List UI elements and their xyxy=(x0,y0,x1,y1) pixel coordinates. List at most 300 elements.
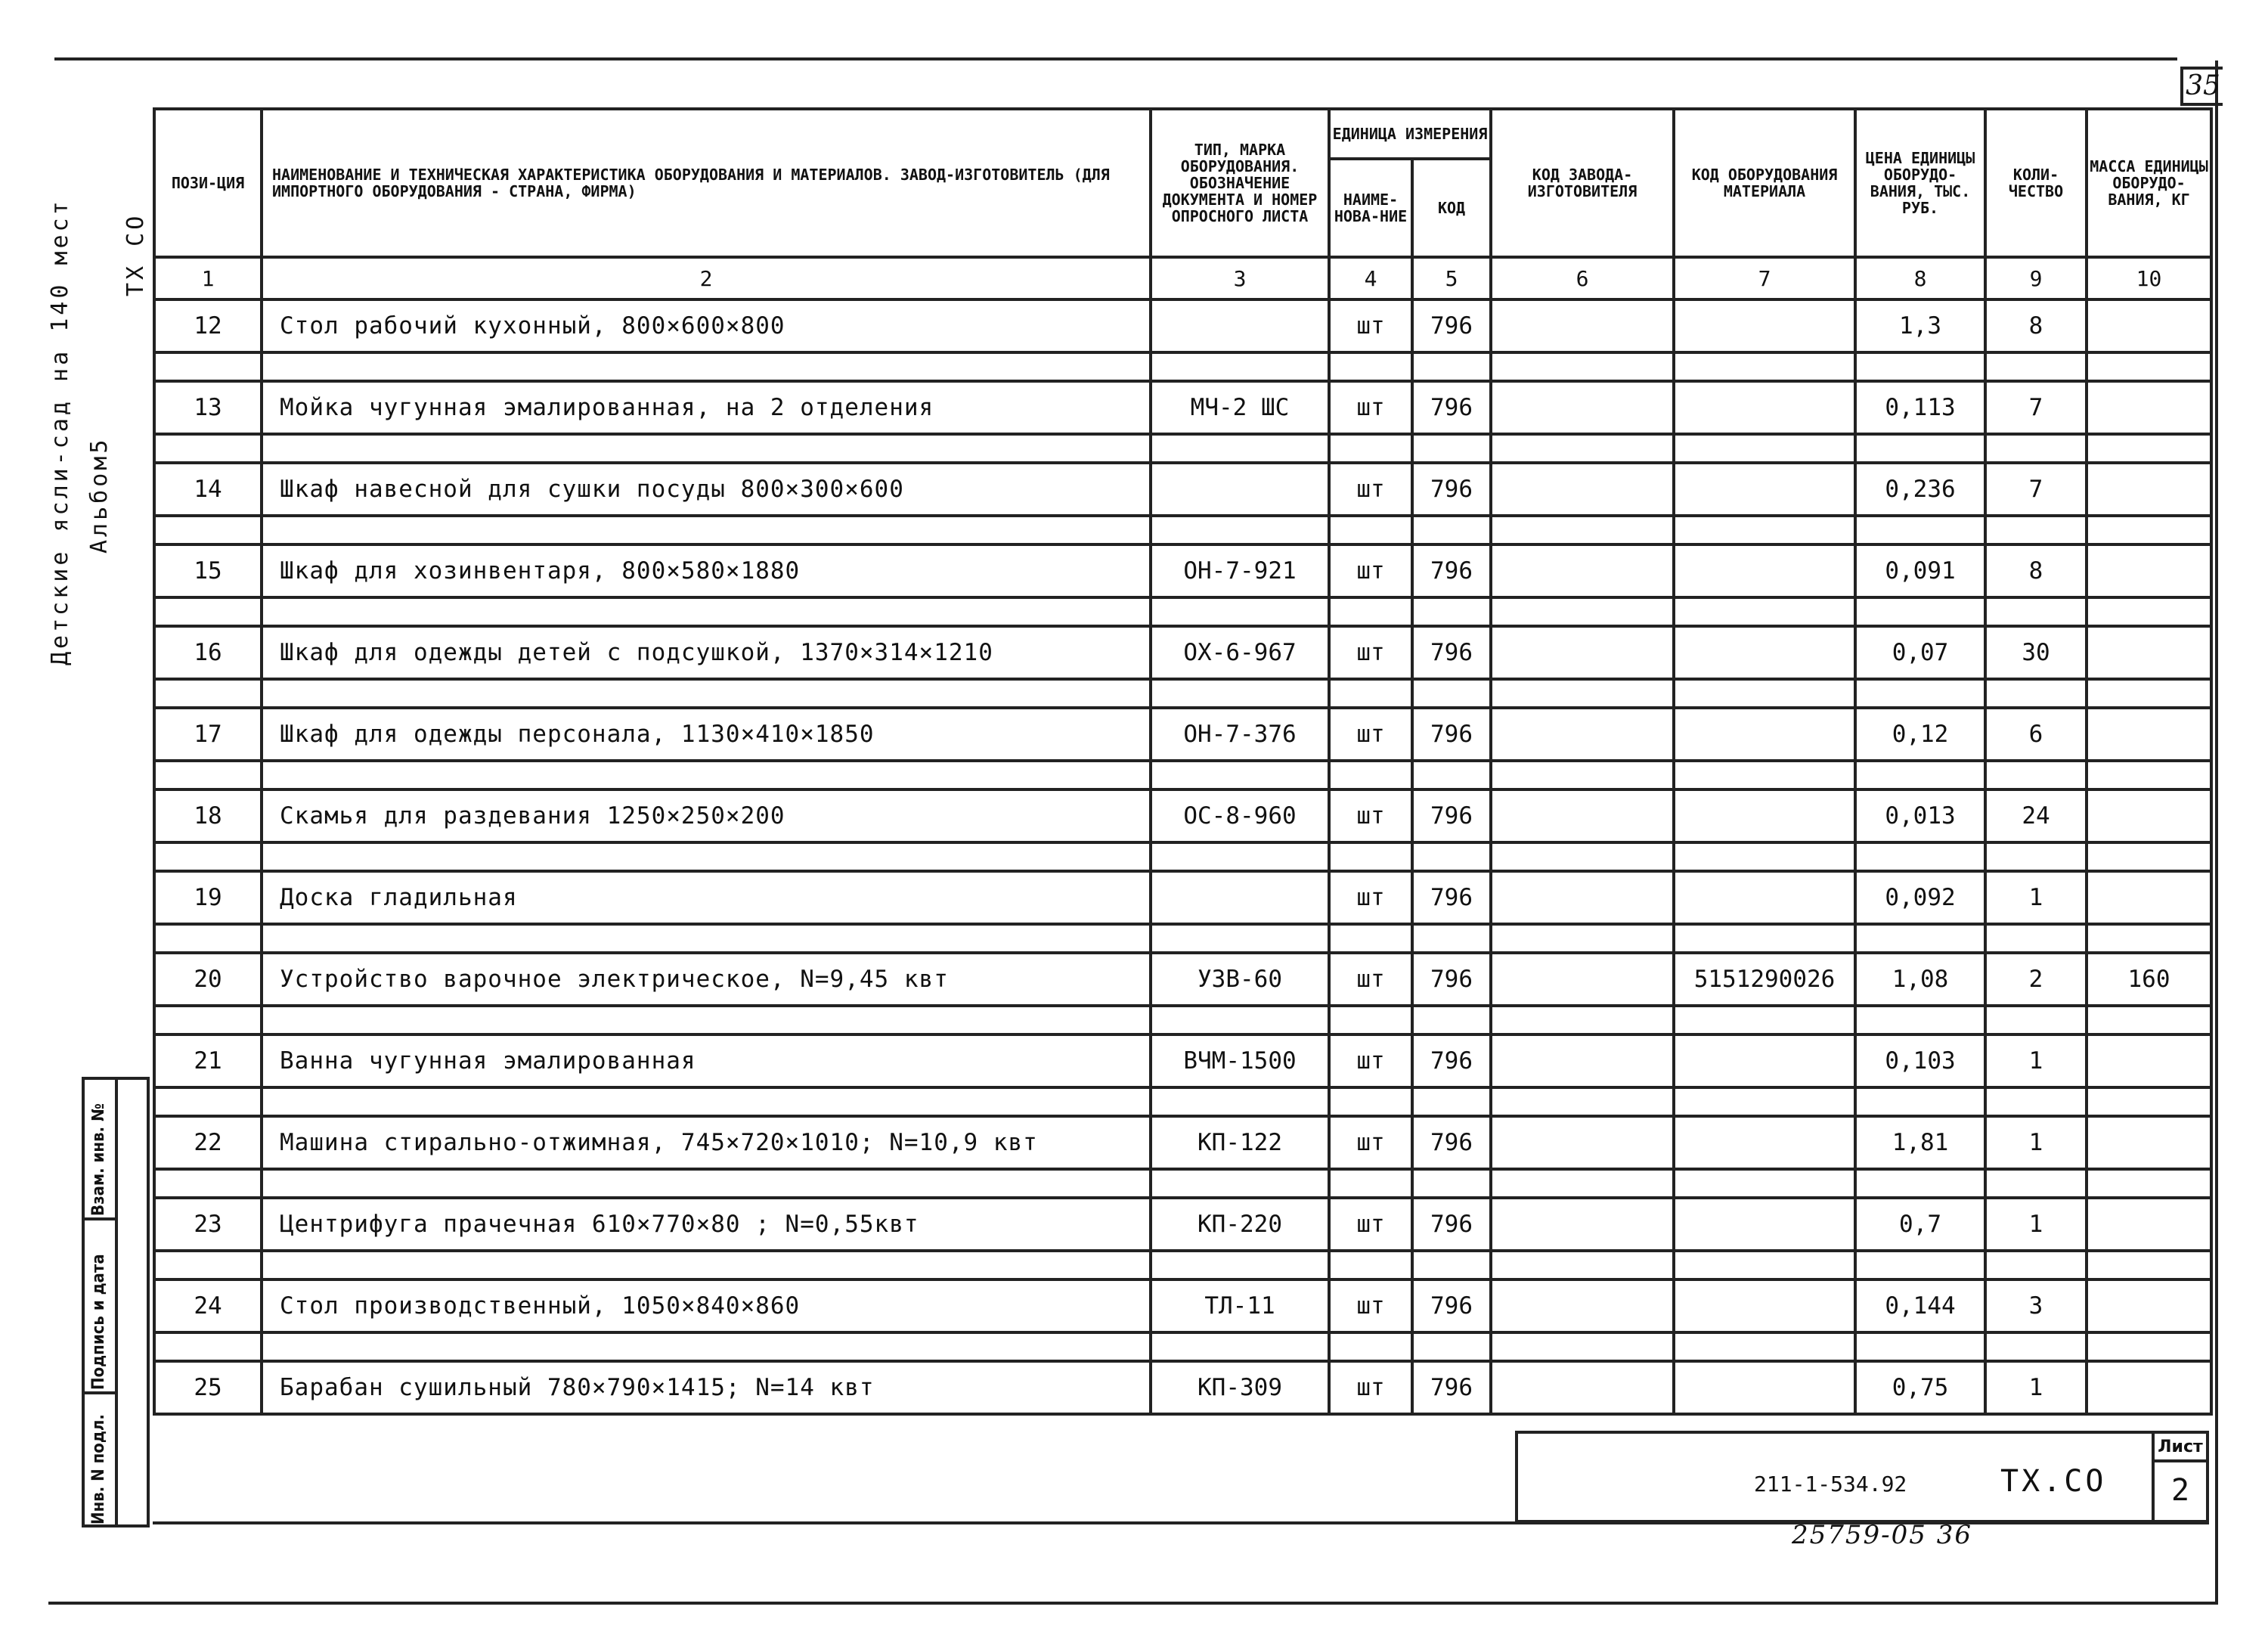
cell-position: 14 xyxy=(154,463,262,516)
spacer-cell xyxy=(1491,1169,1674,1198)
cell-price: 0,013 xyxy=(1855,789,1985,842)
spacer-cell xyxy=(1412,434,1491,463)
spacer-cell xyxy=(1151,842,1329,871)
spacer-cell xyxy=(154,597,262,626)
spacer-cell xyxy=(262,1332,1151,1361)
spacer-cell xyxy=(1985,1006,2087,1034)
cell-plant-code xyxy=(1491,626,1674,679)
cell-type: ВЧМ-1500 xyxy=(1151,1034,1329,1087)
top-border-line xyxy=(54,57,2177,60)
right-border-line xyxy=(2215,60,2218,1603)
spacer-cell xyxy=(1674,924,1855,953)
header-mass: МАССА ЕДИНИЦЫ ОБОРУДО-ВАНИЯ, КГ xyxy=(2087,109,2211,257)
spacer-cell xyxy=(262,761,1151,789)
spacer-cell xyxy=(1491,924,1674,953)
cell-equipment-code xyxy=(1674,1361,1855,1414)
spacer-cell xyxy=(154,352,262,381)
cell-type: УЗВ-60 xyxy=(1151,953,1329,1006)
side-title xyxy=(47,191,160,667)
spacer-cell xyxy=(1855,516,1985,544)
cell-quantity: 7 xyxy=(1985,463,2087,516)
cell-name: Шкаф для одежды персонала, 1130×410×1850 xyxy=(262,708,1151,761)
header-unit-code: КОД xyxy=(1412,159,1491,257)
column-number: 5 xyxy=(1412,257,1491,299)
cell-price: 1,81 xyxy=(1855,1116,1985,1169)
cell-plant-code xyxy=(1491,871,1674,924)
cell-position: 23 xyxy=(154,1198,262,1251)
spacer-cell xyxy=(1412,842,1491,871)
spacer-cell xyxy=(1491,434,1674,463)
cell-position: 25 xyxy=(154,1361,262,1414)
spacer-cell xyxy=(154,761,262,789)
cell-mass xyxy=(2087,1034,2211,1087)
cell-plant-code xyxy=(1491,463,1674,516)
cell-equipment-code xyxy=(1674,1116,1855,1169)
cell-plant-code xyxy=(1491,953,1674,1006)
spacer-cell xyxy=(2087,1332,2211,1361)
cell-unit: шт xyxy=(1329,708,1412,761)
spacer-row xyxy=(154,1169,2211,1198)
spacer-cell xyxy=(1855,434,1985,463)
table-row xyxy=(154,708,2211,761)
spacer-cell xyxy=(1855,1087,1985,1116)
column-number: 2 xyxy=(262,257,1151,299)
bottom-border-line xyxy=(48,1602,2218,1605)
spacer-cell xyxy=(1151,1251,1329,1279)
spacer-cell xyxy=(1412,597,1491,626)
cell-unit: шт xyxy=(1329,381,1412,434)
spacer-cell xyxy=(2087,1087,2211,1116)
column-number-row xyxy=(154,257,2211,299)
table-row xyxy=(154,789,2211,842)
header-name: НАИМЕНОВАНИЕ И ТЕХНИЧЕСКАЯ ХАРАКТЕРИСТИКА ОБОРУДОВАНИЯ И МАТЕРИАЛОВ. ЗАВОД-ИЗГОТОВИТЕЛЬ (ДЛЯ ИМПОРТНОГО ОБОРУДОВАНИЯ - СТРАНА, ФИРМА) xyxy=(262,109,1151,257)
spacer-cell xyxy=(1985,352,2087,381)
spacer-cell xyxy=(154,842,262,871)
spacer-cell xyxy=(1985,1087,2087,1116)
spacer-row xyxy=(154,352,2211,381)
spacer-cell xyxy=(1674,1087,1855,1116)
cell-unit-code: 796 xyxy=(1412,1361,1491,1414)
spacer-cell xyxy=(262,1251,1151,1279)
spacer-cell xyxy=(2087,434,2211,463)
cell-type: КП-122 xyxy=(1151,1116,1329,1169)
cell-unit-code: 796 xyxy=(1412,1034,1491,1087)
spacer-cell xyxy=(1855,1332,1985,1361)
column-number: 7 xyxy=(1674,257,1855,299)
spacer-cell xyxy=(1329,761,1412,789)
cell-equipment-code xyxy=(1674,544,1855,597)
stamp-label-inventory: Инв. N подл. xyxy=(89,1414,108,1524)
cell-position: 20 xyxy=(154,953,262,1006)
spacer-cell xyxy=(2087,842,2211,871)
cell-unit: шт xyxy=(1329,1034,1412,1087)
table-row xyxy=(154,953,2211,1006)
cell-unit-code: 796 xyxy=(1412,1279,1491,1332)
cell-unit-code: 796 xyxy=(1412,626,1491,679)
spacer-cell xyxy=(1855,1251,1985,1279)
cell-quantity: 1 xyxy=(1985,1361,2087,1414)
header-position: ПОЗИ-ЦИЯ xyxy=(154,109,262,257)
spacer-cell xyxy=(1855,352,1985,381)
spacer-cell xyxy=(1985,679,2087,708)
cell-plant-code xyxy=(1491,1361,1674,1414)
cell-unit: шт xyxy=(1329,463,1412,516)
spacer-cell xyxy=(1412,1332,1491,1361)
spacer-cell xyxy=(1855,679,1985,708)
cell-unit-code: 796 xyxy=(1412,299,1491,352)
spacer-cell xyxy=(1412,1087,1491,1116)
spacer-row xyxy=(154,924,2211,953)
spacer-cell xyxy=(262,516,1151,544)
cell-quantity: 2 xyxy=(1985,953,2087,1006)
cell-equipment-code xyxy=(1674,708,1855,761)
spacer-cell xyxy=(1674,434,1855,463)
cell-quantity: 24 xyxy=(1985,789,2087,842)
stamp-label-replace: Взам. инв. № xyxy=(89,1103,108,1216)
spacer-cell xyxy=(2087,924,2211,953)
spacer-cell xyxy=(1329,1087,1412,1116)
sheet-number: 35 xyxy=(2180,67,2223,106)
spacer-cell xyxy=(1855,597,1985,626)
spacer-cell xyxy=(262,434,1151,463)
spacer-cell xyxy=(1412,1251,1491,1279)
cell-equipment-code xyxy=(1674,626,1855,679)
cell-position: 15 xyxy=(154,544,262,597)
spacer-cell xyxy=(1151,597,1329,626)
cell-price: 0,103 xyxy=(1855,1034,1985,1087)
spacer-row xyxy=(154,679,2211,708)
cell-plant-code xyxy=(1491,1034,1674,1087)
cell-type: ОН-7-921 xyxy=(1151,544,1329,597)
table-row xyxy=(154,381,2211,434)
cell-equipment-code xyxy=(1674,381,1855,434)
spacer-cell xyxy=(1412,352,1491,381)
spacer-cell xyxy=(1329,1006,1412,1034)
header-quantity: КОЛИ-ЧЕСТВО xyxy=(1985,109,2087,257)
table-row xyxy=(154,1198,2211,1251)
cell-mass xyxy=(2087,463,2211,516)
side-title-line3: ТХ СО xyxy=(122,212,149,296)
spacer-cell xyxy=(1855,1006,1985,1034)
spacer-cell xyxy=(1674,1251,1855,1279)
cell-quantity: 3 xyxy=(1985,1279,2087,1332)
spacer-cell xyxy=(1329,516,1412,544)
spacer-cell xyxy=(1491,516,1674,544)
cell-price: 0,7 xyxy=(1855,1198,1985,1251)
cell-quantity: 8 xyxy=(1985,544,2087,597)
spacer-cell xyxy=(1855,761,1985,789)
cell-name: Шкаф для одежды детей с подсушкой, 1370×314×1210 xyxy=(262,626,1151,679)
cell-position: 22 xyxy=(154,1116,262,1169)
cell-type xyxy=(1151,871,1329,924)
cell-price: 0,144 xyxy=(1855,1279,1985,1332)
spacer-cell xyxy=(1151,1169,1329,1198)
spacer-cell xyxy=(1329,434,1412,463)
spacer-cell xyxy=(1674,597,1855,626)
spacer-cell xyxy=(1151,352,1329,381)
header-plant-code: КОД ЗАВОДА-ИЗГОТОВИТЕЛЯ xyxy=(1491,109,1674,257)
cell-unit-code: 796 xyxy=(1412,463,1491,516)
spacer-cell xyxy=(262,924,1151,953)
cell-position: 21 xyxy=(154,1034,262,1087)
cell-name: Шкаф навесной для сушки посуды 800×300×600 xyxy=(262,463,1151,516)
cell-quantity: 7 xyxy=(1985,381,2087,434)
column-number: 1 xyxy=(154,257,262,299)
spacer-cell xyxy=(1329,352,1412,381)
cell-plant-code xyxy=(1491,789,1674,842)
spacer-cell xyxy=(1985,1251,2087,1279)
side-title-line2: Альбом5 xyxy=(86,436,113,554)
cell-unit-code: 796 xyxy=(1412,1198,1491,1251)
spacer-cell xyxy=(1151,924,1329,953)
spacer-cell xyxy=(262,679,1151,708)
spacer-cell xyxy=(1151,1006,1329,1034)
cell-mass xyxy=(2087,381,2211,434)
spacer-cell xyxy=(262,1087,1151,1116)
table-row xyxy=(154,871,2211,924)
spacer-cell xyxy=(1151,761,1329,789)
cell-name: Мойка чугунная эмалированная, на 2 отделения xyxy=(262,381,1151,434)
spacer-cell xyxy=(2087,516,2211,544)
spacer-cell xyxy=(1674,1006,1855,1034)
cell-unit: шт xyxy=(1329,1198,1412,1251)
spacer-row xyxy=(154,761,2211,789)
cell-price: 1,3 xyxy=(1855,299,1985,352)
cell-unit: шт xyxy=(1329,544,1412,597)
cell-quantity: 1 xyxy=(1985,1034,2087,1087)
cell-type: ОН-7-376 xyxy=(1151,708,1329,761)
cell-unit: шт xyxy=(1329,299,1412,352)
spacer-cell xyxy=(1329,679,1412,708)
cell-type: КП-309 xyxy=(1151,1361,1329,1414)
cell-unit: шт xyxy=(1329,789,1412,842)
cell-mass xyxy=(2087,708,2211,761)
cell-position: 13 xyxy=(154,381,262,434)
spacer-row xyxy=(154,434,2211,463)
cell-position: 18 xyxy=(154,789,262,842)
cell-plant-code xyxy=(1491,544,1674,597)
cell-equipment-code xyxy=(1674,1034,1855,1087)
cell-plant-code xyxy=(1491,708,1674,761)
spacer-cell xyxy=(154,516,262,544)
spacer-cell xyxy=(1329,924,1412,953)
spacer-cell xyxy=(1985,761,2087,789)
cell-type: ОС-8-960 xyxy=(1151,789,1329,842)
cell-type xyxy=(1151,463,1329,516)
spacer-cell xyxy=(1412,1169,1491,1198)
spacer-row xyxy=(154,1006,2211,1034)
cell-type: ОХ-6-967 xyxy=(1151,626,1329,679)
cell-name: Доска гладильная xyxy=(262,871,1151,924)
spacer-cell xyxy=(2087,761,2211,789)
spacer-cell xyxy=(1412,1006,1491,1034)
cell-price: 0,07 xyxy=(1855,626,1985,679)
cell-price: 0,236 xyxy=(1855,463,1985,516)
cell-plant-code xyxy=(1491,1198,1674,1251)
spacer-row xyxy=(154,1087,2211,1116)
cell-unit-code: 796 xyxy=(1412,871,1491,924)
spacer-cell xyxy=(1985,1332,2087,1361)
spacer-cell xyxy=(1151,516,1329,544)
cell-quantity: 8 xyxy=(1985,299,2087,352)
cell-quantity: 1 xyxy=(1985,871,2087,924)
table-row xyxy=(154,544,2211,597)
cell-price: 0,113 xyxy=(1855,381,1985,434)
spacer-cell xyxy=(154,1006,262,1034)
spacer-cell xyxy=(1985,597,2087,626)
spacer-cell xyxy=(1674,1169,1855,1198)
sheet-value: 2 xyxy=(2170,1473,2190,1508)
cell-unit: шт xyxy=(1329,1116,1412,1169)
cell-price: 0,75 xyxy=(1855,1361,1985,1414)
cell-unit-code: 796 xyxy=(1412,789,1491,842)
spacer-cell xyxy=(1491,1251,1674,1279)
column-number: 6 xyxy=(1491,257,1674,299)
spacer-cell xyxy=(154,1169,262,1198)
cell-position: 24 xyxy=(154,1279,262,1332)
spacer-cell xyxy=(1412,516,1491,544)
spacer-cell xyxy=(1985,924,2087,953)
spacer-cell xyxy=(154,434,262,463)
spacer-cell xyxy=(1674,516,1855,544)
cell-equipment-code xyxy=(1674,1198,1855,1251)
spacer-row xyxy=(154,1251,2211,1279)
spacer-row xyxy=(154,842,2211,871)
spacer-cell xyxy=(1491,1332,1674,1361)
spacer-cell xyxy=(1412,924,1491,953)
header-row xyxy=(154,109,2211,159)
archive-reference: 25759-05 36 xyxy=(1792,1520,1972,1550)
cell-plant-code xyxy=(1491,299,1674,352)
spacer-cell xyxy=(2087,1251,2211,1279)
cell-name: Стол рабочий кухонный, 800×600×800 xyxy=(262,299,1151,352)
table-row xyxy=(154,1116,2211,1169)
cell-equipment-code xyxy=(1674,871,1855,924)
spacer-cell xyxy=(1491,1006,1674,1034)
spacer-cell xyxy=(1151,1087,1329,1116)
cell-equipment-code: 5151290026 xyxy=(1674,953,1855,1006)
cell-mass xyxy=(2087,1116,2211,1169)
spacer-cell xyxy=(1855,924,1985,953)
spacer-cell xyxy=(1491,761,1674,789)
table-body xyxy=(154,299,2211,1414)
cell-quantity: 1 xyxy=(1985,1116,2087,1169)
header-type: ТИП, МАРКА ОБОРУДОВАНИЯ. ОБОЗНАЧЕНИЕ ДОКУМЕНТА И НОМЕР ОПРОСНОГО ЛИСТА xyxy=(1151,109,1329,257)
cell-type xyxy=(1151,299,1329,352)
table-row xyxy=(154,1034,2211,1087)
spacer-cell xyxy=(1491,352,1674,381)
spacer-cell xyxy=(2087,1006,2211,1034)
cell-equipment-code xyxy=(1674,1279,1855,1332)
spacer-cell xyxy=(1491,679,1674,708)
cell-unit: шт xyxy=(1329,871,1412,924)
spacer-cell xyxy=(1329,597,1412,626)
spacer-cell xyxy=(1985,1169,2087,1198)
spacer-cell xyxy=(1674,1332,1855,1361)
cell-unit-code: 796 xyxy=(1412,381,1491,434)
cell-price: 0,091 xyxy=(1855,544,1985,597)
cell-type: МЧ-2 ШС xyxy=(1151,381,1329,434)
spacer-cell xyxy=(1151,1332,1329,1361)
spacer-cell xyxy=(1329,1169,1412,1198)
spacer-cell xyxy=(1855,842,1985,871)
header-unit-group: ЕДИНИЦА ИЗМЕРЕНИЯ xyxy=(1329,109,1491,159)
cell-mass xyxy=(2087,1198,2211,1251)
cell-equipment-code xyxy=(1674,789,1855,842)
spacer-row xyxy=(154,1332,2211,1361)
column-number: 3 xyxy=(1151,257,1329,299)
cell-unit: шт xyxy=(1329,1361,1412,1414)
cell-equipment-code xyxy=(1674,463,1855,516)
table-row xyxy=(154,626,2211,679)
column-number: 8 xyxy=(1855,257,1985,299)
approval-stamp xyxy=(82,1077,150,1527)
header-equipment-code: КОД ОБОРУДОВАНИЯ МАТЕРИАЛА xyxy=(1674,109,1855,257)
header-unit-name: НАИМЕ-НОВА-НИЕ xyxy=(1329,159,1412,257)
column-number: 4 xyxy=(1329,257,1412,299)
sheet-label: Лист xyxy=(2155,1434,2206,1462)
cell-type: ТЛ-11 xyxy=(1151,1279,1329,1332)
document-code: 211-1-534.92 xyxy=(1754,1472,1907,1496)
spacer-cell xyxy=(1329,1251,1412,1279)
spacer-cell xyxy=(154,1332,262,1361)
cell-mass xyxy=(2087,626,2211,679)
spacer-row xyxy=(154,597,2211,626)
spacer-cell xyxy=(2087,352,2211,381)
spacer-cell xyxy=(262,597,1151,626)
cell-quantity: 6 xyxy=(1985,708,2087,761)
column-number: 10 xyxy=(2087,257,2211,299)
cell-price: 0,12 xyxy=(1855,708,1985,761)
cell-price: 0,092 xyxy=(1855,871,1985,924)
cell-plant-code xyxy=(1491,1116,1674,1169)
spacer-cell xyxy=(1985,842,2087,871)
document-mark: ТХ.СО xyxy=(2000,1464,2107,1499)
cell-mass xyxy=(2087,789,2211,842)
cell-position: 19 xyxy=(154,871,262,924)
spacer-cell xyxy=(154,1251,262,1279)
table-row xyxy=(154,1279,2211,1332)
sheet-cell xyxy=(2152,1434,2206,1523)
cell-mass xyxy=(2087,299,2211,352)
cell-price: 1,08 xyxy=(1855,953,1985,1006)
spacer-cell xyxy=(1151,434,1329,463)
cell-position: 17 xyxy=(154,708,262,761)
spacer-cell xyxy=(1674,352,1855,381)
header-price: ЦЕНА ЕДИНИЦЫ ОБОРУДО-ВАНИЯ, ТЫС. РУБ. xyxy=(1855,109,1985,257)
cell-name: Стол производственный, 1050×840×860 xyxy=(262,1279,1151,1332)
title-block xyxy=(1515,1431,2209,1523)
cell-equipment-code xyxy=(1674,299,1855,352)
spacer-cell xyxy=(1412,761,1491,789)
cell-plant-code xyxy=(1491,381,1674,434)
cell-position: 12 xyxy=(154,299,262,352)
spacer-cell xyxy=(1855,1169,1985,1198)
cell-plant-code xyxy=(1491,1279,1674,1332)
specification-table xyxy=(153,107,2213,1416)
spacer-cell xyxy=(1985,516,2087,544)
cell-position: 16 xyxy=(154,626,262,679)
spacer-cell xyxy=(2087,597,2211,626)
spacer-cell xyxy=(2087,679,2211,708)
cell-name: Шкаф для хозинвентаря, 800×580×1880 xyxy=(262,544,1151,597)
spacer-cell xyxy=(154,924,262,953)
cell-name: Устройство варочное электрическое, N=9,45 квт xyxy=(262,953,1151,1006)
spacer-cell xyxy=(1491,1087,1674,1116)
cell-quantity: 1 xyxy=(1985,1198,2087,1251)
spacer-cell xyxy=(1412,679,1491,708)
spacer-row xyxy=(154,516,2211,544)
